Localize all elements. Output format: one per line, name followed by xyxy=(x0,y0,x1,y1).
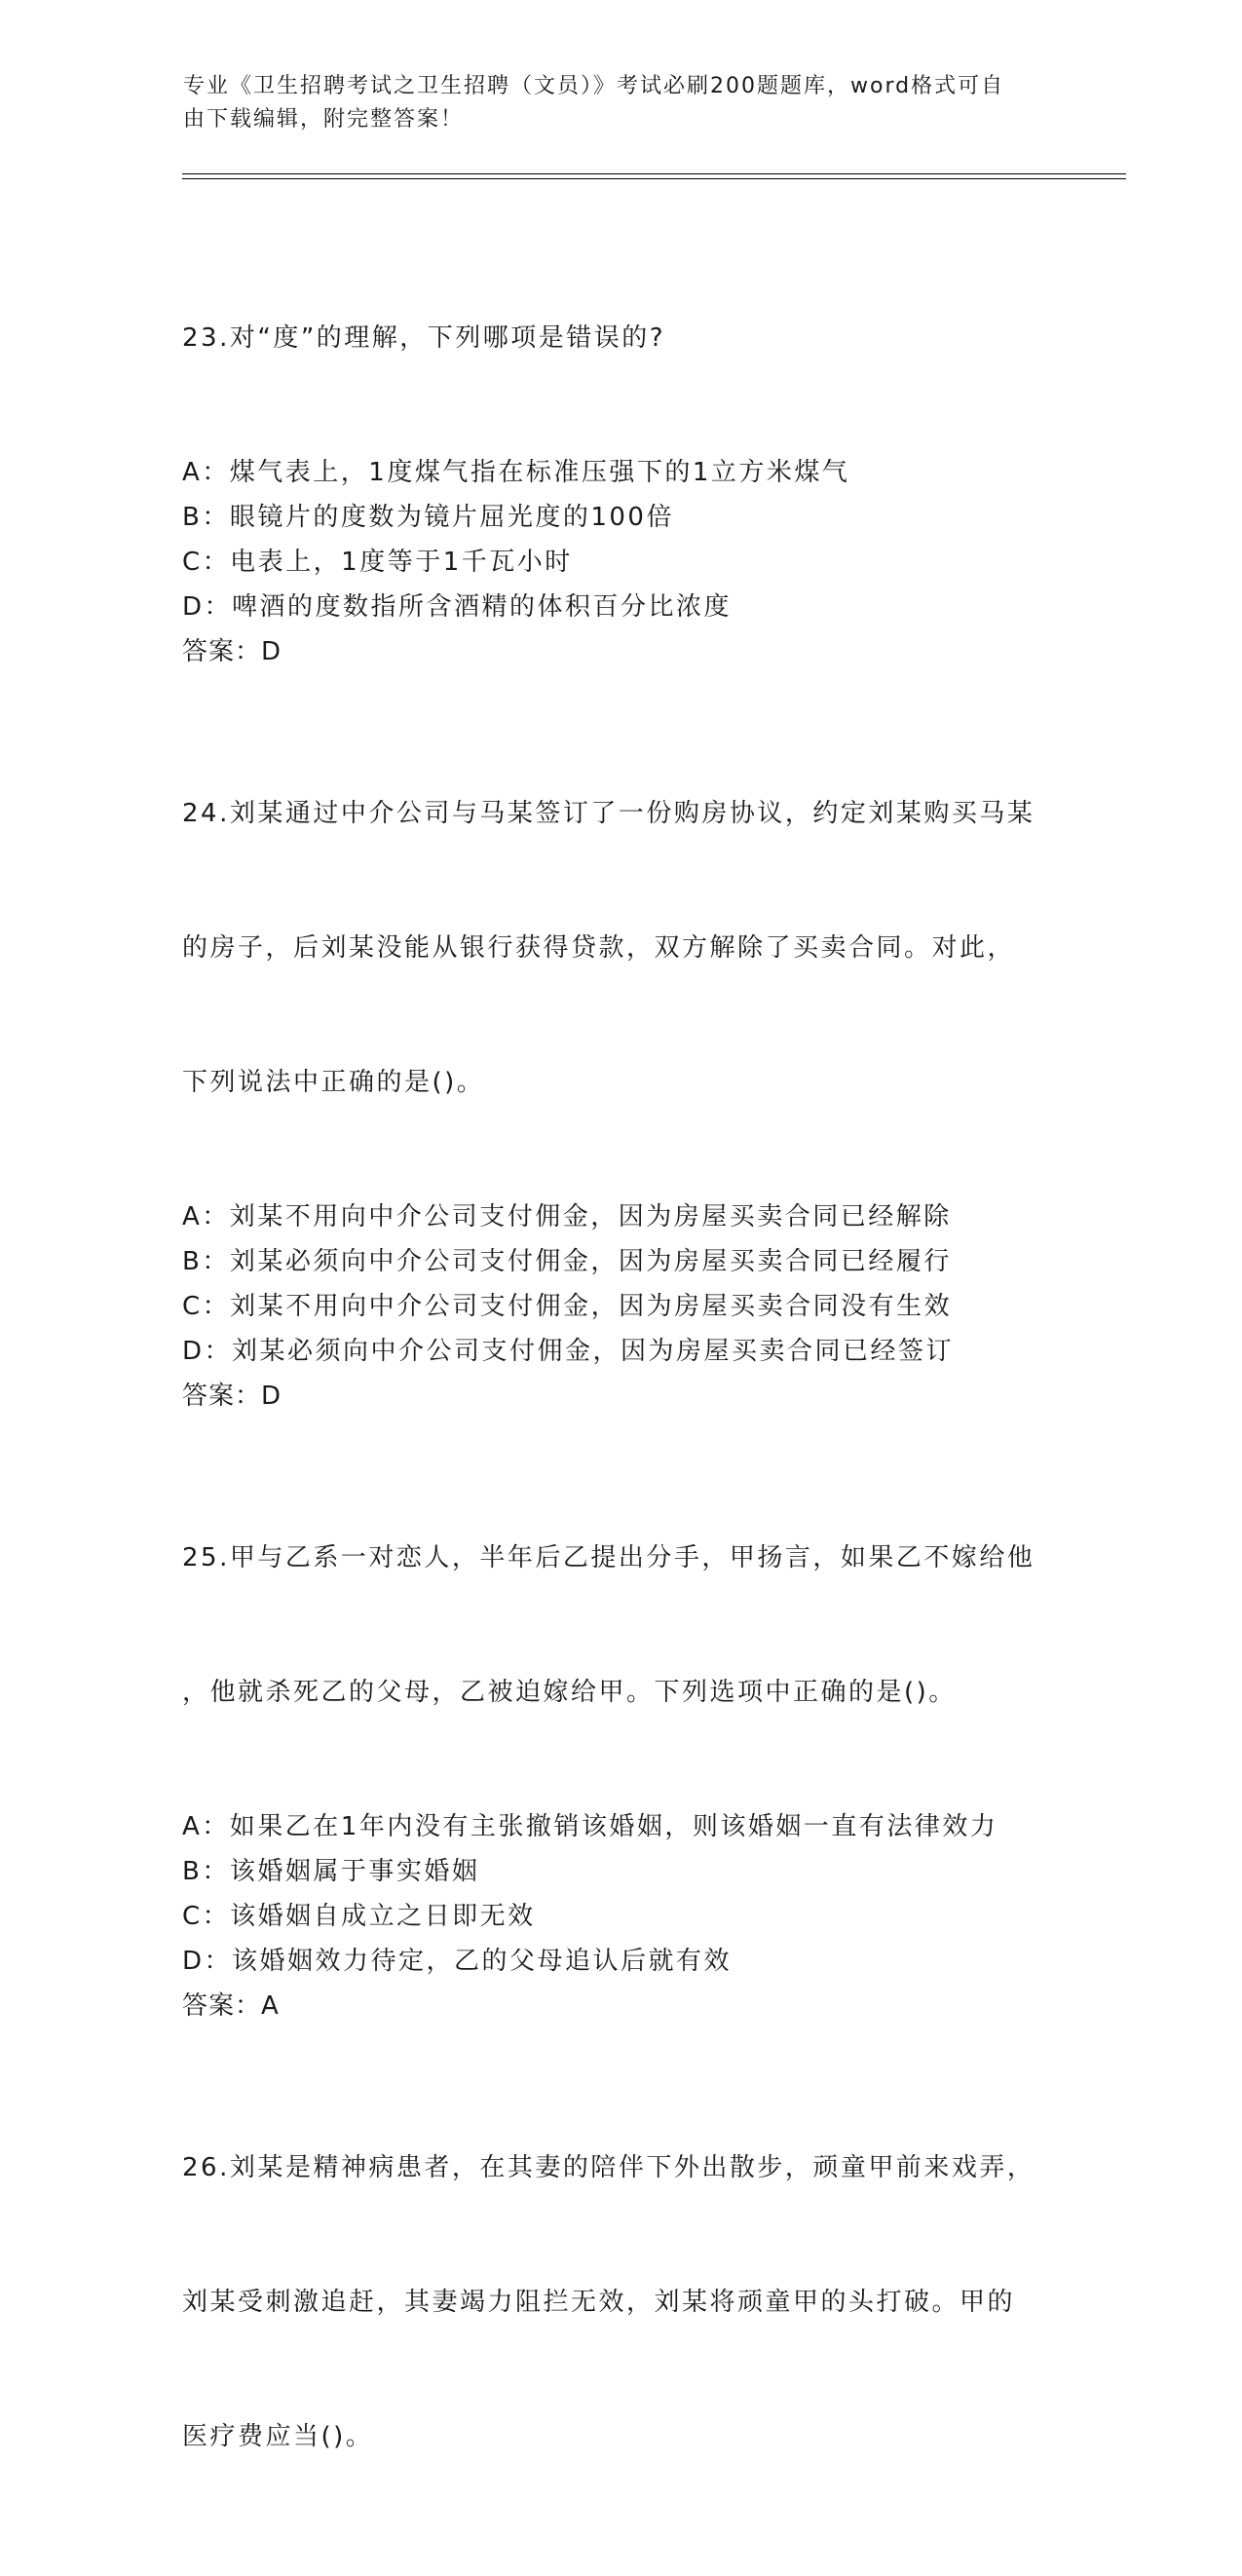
question-list xyxy=(182,226,1059,2576)
stem-line: 的房子，后刘某没能从银行获得贷款，双方解除了买卖合同。对此， xyxy=(182,933,1016,963)
option-a: A：刘某不用向中介公司支付佣金，因为房屋买卖合同已经解除 xyxy=(182,1202,952,1231)
question-23 xyxy=(182,226,1059,674)
option-a: A：煤气表上，1度煤气指在标准压强下的1立方米煤气 xyxy=(182,458,850,487)
header-line-1: 专业《卫生招聘考试之卫生招聘（文员）》考试必刷200题题库，word格式可自 xyxy=(183,74,1005,98)
question-25 xyxy=(182,1446,1059,2028)
stem-line: 24.刘某通过中介公司与马某签订了一份购房协议，约定刘某购买马某 xyxy=(182,799,1035,828)
header-divider-top xyxy=(182,173,1126,174)
stem-line: 23.对“度”的理解，下列哪项是错误的? xyxy=(182,323,666,353)
option-b: B：刘某必须向中介公司支付佣金，因为房屋买卖合同已经履行 xyxy=(182,1247,952,1276)
option-a: A：如果乙在1年内没有主张撤销该婚姻，则该婚姻一直有法律效力 xyxy=(182,1812,998,1841)
question-stem xyxy=(182,226,1059,450)
option-d: D：刘某必须向中介公司支付佣金，因为房屋买卖合同已经签订 xyxy=(182,1337,955,1366)
option-d: D：该婚姻效力待定，乙的父母追认后就有效 xyxy=(182,1947,733,1976)
option-d: D：啤酒的度数指所含酒精的体积百分比浓度 xyxy=(182,592,733,622)
question-stem xyxy=(182,1446,1059,1804)
stem-line: ，他就杀死乙的父母，乙被迫嫁给甲。下列选项中正确的是()。 xyxy=(182,1678,957,1707)
question-stem xyxy=(182,2056,1059,2549)
stem-line: 下列说法中正确的是()。 xyxy=(182,1068,485,1097)
answer-line: 答案：D xyxy=(182,1382,282,1411)
stem-line: 刘某受刺激追赶，其妻竭力阻拦无效，刘某将顽童甲的头打破。甲的 xyxy=(182,2288,1016,2317)
question-26 xyxy=(182,2056,1059,2549)
document-header xyxy=(183,70,1060,136)
option-b: B：眼镜片的度数为镜片屈光度的100倍 xyxy=(182,503,674,532)
stem-line: 26.刘某是精神病患者，在其妻的陪伴下外出散步，顽童甲前来戏弄， xyxy=(182,2153,1035,2182)
option-c: C：电表上，1度等于1千瓦小时 xyxy=(182,548,573,577)
option-b: B：该婚姻属于事实婚姻 xyxy=(182,1857,480,1886)
option-c: C：刘某不用向中介公司支付佣金，因为房屋买卖合同没有生效 xyxy=(182,1292,953,1321)
header-divider-bottom xyxy=(182,178,1126,179)
stem-line: 25.甲与乙系一对恋人，半年后乙提出分手，甲扬言，如果乙不嫁给他 xyxy=(182,1543,1035,1572)
answer-line: 答案：D xyxy=(182,637,282,666)
answer-line: 答案：A xyxy=(182,1991,280,2021)
stem-line: 医疗费应当()。 xyxy=(182,2422,374,2451)
question-24 xyxy=(182,701,1059,1419)
option-c: C：该婚姻自成立之日即无效 xyxy=(182,1902,536,1931)
header-line-2: 由下载编辑，附完整答案！ xyxy=(183,107,465,132)
question-stem xyxy=(182,701,1059,1194)
